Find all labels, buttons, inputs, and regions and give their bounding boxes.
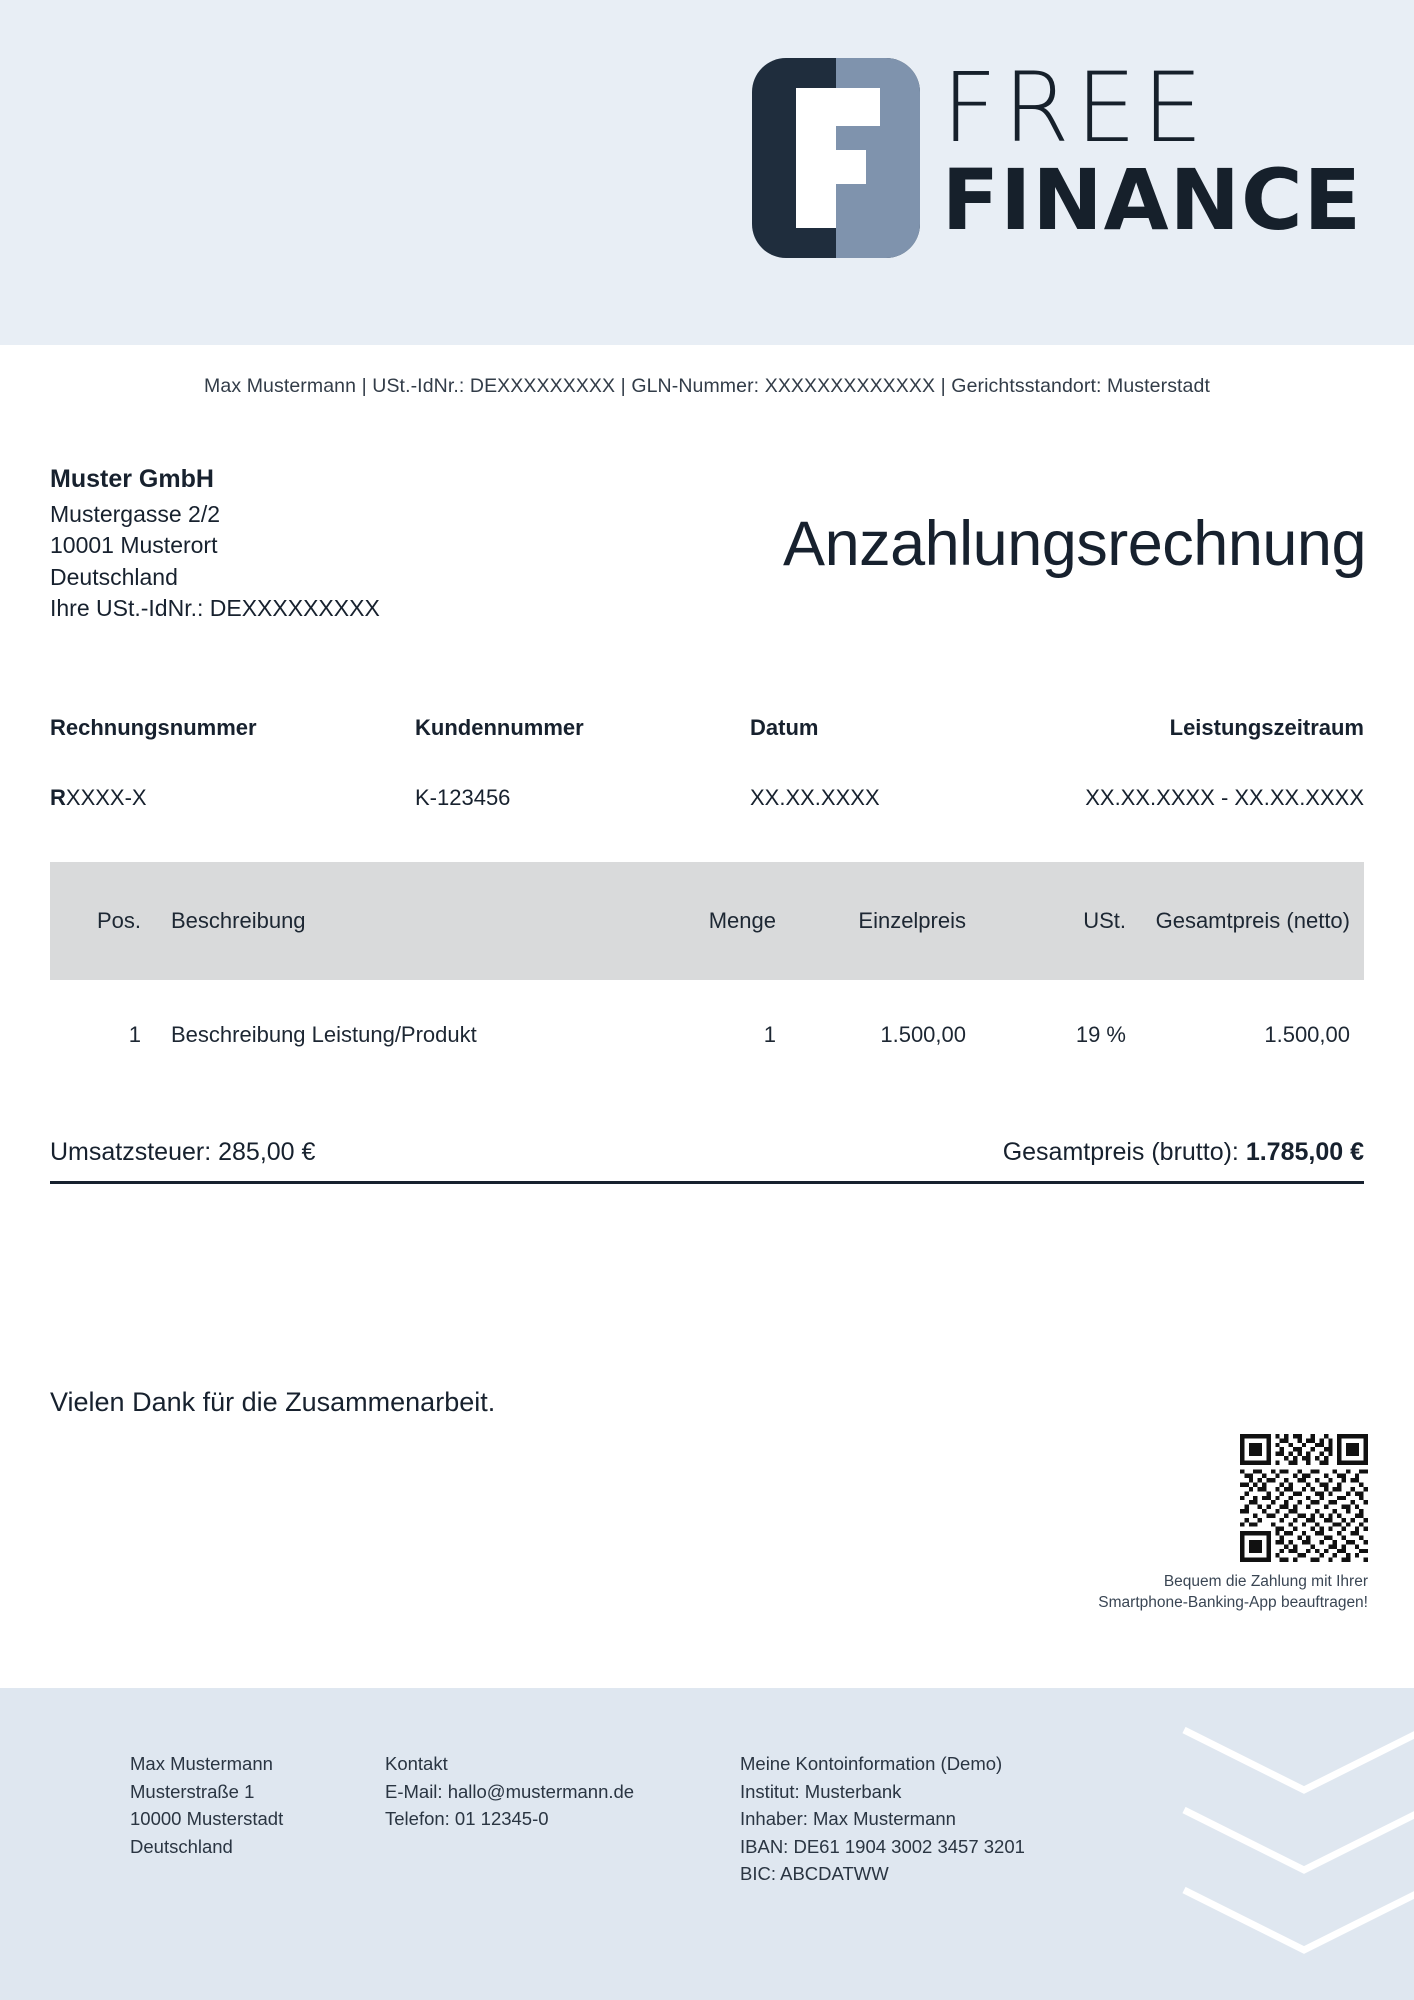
meta-value-date: XX.XX.XXXX — [750, 785, 880, 810]
meta-value-period: XX.XX.XXXX - XX.XX.XXXX — [1085, 785, 1364, 810]
footer-sender-street: Musterstraße 1 — [130, 1781, 255, 1803]
freefinance-logo — [752, 52, 1362, 258]
invoice-meta-headers — [50, 715, 1364, 785]
totals-row — [50, 1138, 1364, 1184]
items-header-unit-price: Einzelpreis — [858, 908, 966, 933]
items-table — [50, 862, 1364, 1090]
footer-bank-holder: Inhaber: Max Mustermann — [740, 1808, 956, 1830]
recipient-vat: Ihre USt.-IdNr.: DEXXXXXXXXX — [50, 594, 380, 621]
thanks-text: Vielen Dank für die Zusammenarbeit. — [50, 1387, 496, 1417]
footer-bank-bic: BIC: ABCDATWW — [740, 1862, 889, 1884]
item-unit-price: 1.500,00 — [880, 1022, 966, 1047]
items-header-vat: USt. — [1083, 908, 1126, 933]
sender-line: Max Mustermann | USt.-IdNr.: DEXXXXXXXXX | GLN-Nummer: XXXXXXXXXXXXX | Gerichtsstandort: Musterstadt — [204, 375, 1210, 397]
header-band — [0, 0, 1414, 345]
qr-caption — [1098, 1572, 1368, 1614]
item-vat: 19 % — [1075, 1022, 1126, 1047]
footer-column-bank — [740, 1750, 1160, 1887]
invoice-no-prefix: R — [50, 785, 66, 810]
logo-free-text: FREE — [941, 52, 1209, 164]
invoice-no-rest: XXXX-X — [65, 785, 147, 810]
footer-bank-iban: IBAN: DE61 1904 3002 3457 3201 — [740, 1835, 1025, 1857]
total-gross-label: Gesamtpreis (brutto): — [1002, 1138, 1246, 1166]
footer-contact-title: Kontakt — [385, 1753, 448, 1774]
items-header-pos: Pos. — [96, 908, 141, 933]
footer-bank-title: Meine Kontoinformation (Demo) — [740, 1753, 1003, 1774]
items-header-quantity: Menge — [708, 908, 776, 933]
items-header-total: Gesamtpreis (netto) — [1155, 908, 1350, 933]
footer-contact-email: E-Mail: hallo@mustermann.de — [385, 1781, 635, 1803]
footer-sender-city: 10000 Musterstadt — [130, 1808, 284, 1830]
recipient-address — [50, 462, 380, 624]
footer-sender-name: Max Mustermann — [130, 1753, 273, 1774]
total-gross-value: 1.785,00 € — [1245, 1138, 1364, 1166]
footer-band — [0, 1688, 1414, 2000]
qr-caption-line1: Bequem die Zahlung mit Ihrer — [1163, 1573, 1368, 1590]
footer-sender-country: Deutschland — [130, 1835, 233, 1857]
meta-value-customer-no: K-123456 — [415, 785, 511, 810]
invoice-meta-values — [50, 785, 1364, 811]
meta-header-date: Datum — [750, 715, 819, 740]
item-total: 1.500,00 — [1264, 1022, 1350, 1047]
chevron-decoration-icon — [1174, 1720, 1414, 1970]
qr-caption-line2: Smartphone-Banking-App beauftragen! — [1098, 1593, 1368, 1611]
qr-block — [1098, 1434, 1368, 1614]
logo-finance-text: FINANCE — [941, 151, 1362, 250]
recipient-street: Mustergasse 2/2 — [50, 501, 221, 527]
footer-contact-phone: Telefon: 01 12345-0 — [385, 1808, 549, 1830]
table-row — [50, 980, 1364, 1090]
item-pos: 1 — [128, 1022, 141, 1047]
meta-header-invoice-no: Rechnungsnummer — [50, 715, 257, 740]
logo-mark-icon — [752, 58, 920, 258]
qr-code-icon — [1240, 1434, 1368, 1562]
footer-column-contact — [385, 1750, 740, 1887]
meta-value-invoice-no — [50, 785, 415, 811]
footer-bank-institute: Institut: Musterbank — [740, 1781, 902, 1803]
footer-column-sender — [130, 1750, 385, 1887]
footer-columns — [130, 1750, 1160, 1887]
meta-header-period: Leistungszeitraum — [1169, 715, 1364, 740]
document-title: Anzahlungsrechnung — [783, 509, 1366, 579]
item-quantity: 1 — [763, 1022, 776, 1047]
recipient-country: Deutschland — [50, 563, 178, 590]
items-table-header — [50, 862, 1364, 980]
total-gross — [1003, 1138, 1364, 1167]
recipient-city: 10001 Musterort — [50, 532, 218, 559]
items-header-description: Beschreibung — [171, 908, 306, 933]
item-description: Beschreibung Leistung/Produkt — [171, 1022, 477, 1047]
invoice-meta — [50, 715, 1364, 811]
recipient-company: Muster GmbH — [50, 465, 214, 493]
total-vat: Umsatzsteuer: 285,00 € — [50, 1138, 316, 1166]
meta-header-customer-no: Kundennummer — [415, 715, 584, 740]
logo-wordmark — [941, 52, 1362, 250]
